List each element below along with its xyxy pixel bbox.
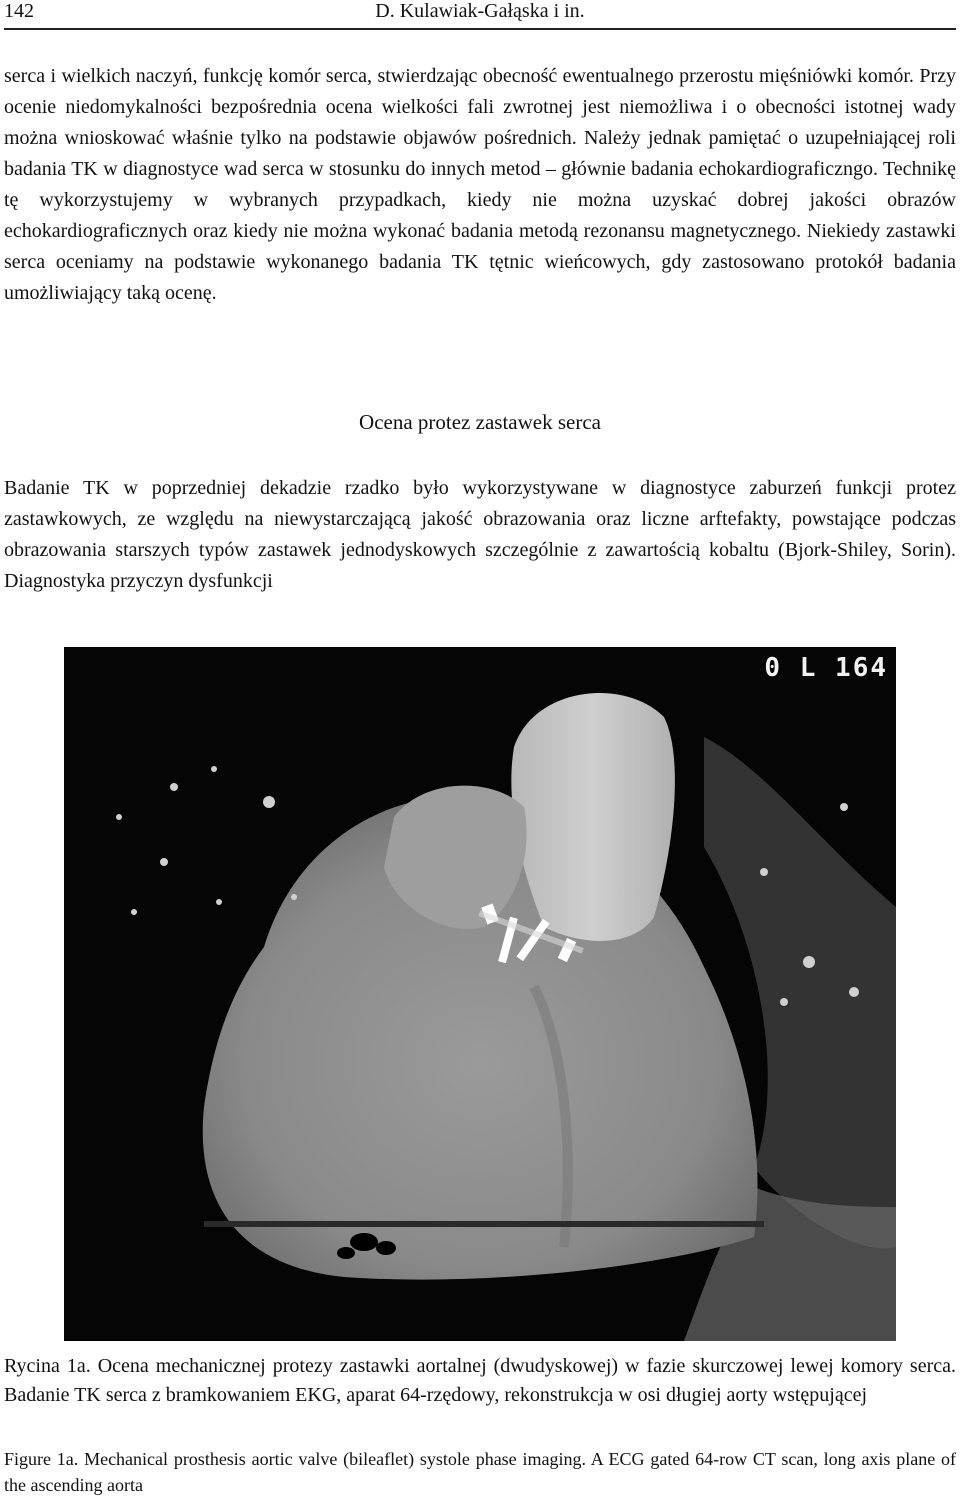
ct-scan-image — [64, 647, 896, 1341]
header-rule — [4, 28, 956, 30]
page-header — [4, 0, 956, 26]
ct-scan-figure — [64, 647, 896, 1341]
page-number: 142 — [4, 0, 34, 22]
body-paragraph-1: serca i wielkich naczyń, funkcję komór serca, stwierdzając obecność ewentualnego przerostu mięśniówki komór. Przy ocenie niedomykalności bezpośrednia ocena wielkości fali zwrotnej jest niemożliwa i o obecności istotnej wady można wnioskować właśnie tylko na podstawie objawów pośrednich. Należy jednak pamiętać o uzupełniającej roli badania TK w diagnostyce wad serca w stosunku do innych metod – głównie badania echokardiograficzngo. Technikę tę wykorzystujemy w wybranych przypadkach, kiedy nie można uzyskać dobrej jakości obrazów echokardiograficznych oraz kiedy nie można wykonać badania metodą rezonansu magnetycznego. Niekiedy zastawki serca oceniamy na podstawie wykonanego badania TK tętnic wieńcowych, gdy zastosowano protokół badania umożliwiający taką ocenę. — [4, 65, 956, 304]
ct-image-label: 0 L 164 — [764, 653, 888, 683]
running-head: D. Kulawiak-Gałąska i in. — [375, 0, 585, 22]
section-heading: Ocena protez zastawek serca — [359, 410, 601, 434]
figure-caption-english: Figure 1a. Mechanical prosthesis aortic valve (bileaflet) systole phase imaging. A ECG gated 64-row CT scan, long axis plane of the ascending aorta — [4, 1449, 956, 1495]
figure-caption-polish: Rycina 1a. Ocena mechanicznej protezy zastawki aortalnej (dwudyskowej) w fazie skurczowej lewej komory serca. Badanie TK serca z bramkowaniem EKG, aparat 64-rzędowy, rekonstrukcja w osi długiej aorty wstępującej — [4, 1355, 956, 1406]
body-paragraph-2: Badanie TK w poprzedniej dekadzie rzadko było wykorzystywane w diagnostyce zaburzeń funkcji protez zastawkowych, ze względu na niewystarczającą jakość obrazowania oraz liczne arftefakty, powstające podczas obrazowania starszych typów zastawek jednodyskowych szczególnie z zawartością kobaltu (Bjork-Shiley, Sorin). Diagnostyka przyczyn dysfunkcji — [4, 477, 956, 592]
